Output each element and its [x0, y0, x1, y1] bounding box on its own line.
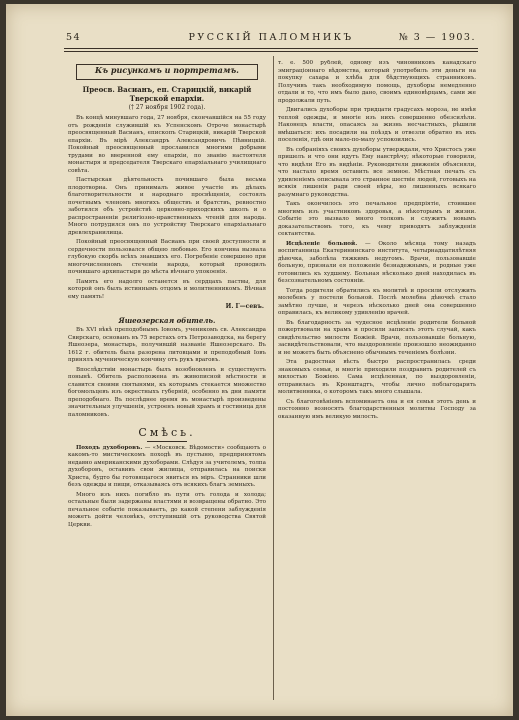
magazine-title: РУССКІЙ ПАЛОМНИКЪ: [188, 32, 354, 43]
paragraph: Въ XVI вѣкѣ преподобнымъ Іовомъ, ученикомъ св. Александра Свирскаго, основанъ въ 75 верстахъ отъ Петрозаводска, на берегу Яшеозера, монастырь, получившій названіе Яшеозерскаго. Въ 1612 г. обитель была разорена литовцами и преподобный Іовъ принялъ мученическую кончину отъ рукъ враговъ.: [68, 327, 266, 363]
paragraph: Въ благодарность за чудесное исцѣленіе родители больной пожертвовали на храмъ и просили записать этотъ случай, какъ свидѣтельство милости Божіей. Врачи, пользовавшіе больную, засвидѣтельствовали, что выздоровленіе произошло неожиданно и не можетъ быть объяснено обычнымъ теченіемъ болѣзни.: [278, 319, 476, 356]
header-rule: [64, 48, 478, 49]
paragraph: т. е. 500 рублей, одному изъ чиновниковъ канадскаго эмиграціоннаго вѣдомства, который употребилъ эти деньги на покупку сахара и хлѣба для бѣдствующихъ странниковъ. Получивъ такъ необходимую помощь, духоборы немедленно отдали и то, что имъ было дано, своимъ единовѣрцамъ, сами же продолжали путь.: [278, 60, 476, 104]
page-number: 54: [66, 32, 82, 43]
article-date: († 27 ноября 1902 года).: [128, 103, 206, 111]
running-header: [66, 32, 476, 46]
paragraph: Эта радостная вѣсть быстро распространилась среди знакомыхъ семьи, и многіе приходили поздравить родителей съ милостью Божіею. Сама исцѣленная, по выздоровленіи, отправилась въ Кронштадтъ, чтобы лично поблагодарить молитвенника, о которомъ такъ много слышала.: [278, 359, 476, 395]
header-rule-thin: [64, 51, 478, 52]
paragraph: Память его надолго останется въ сердцахъ паствы, для которой онъ былъ истиннымъ отцомъ и молитвенникомъ. Вѣчная ему память!: [68, 278, 266, 300]
section-heading-miscellany: Смѣсь.: [138, 426, 196, 439]
item-lead: Походъ духоборовъ.: [76, 444, 143, 451]
paragraph: Впослѣдствіи монастырь былъ возобновленъ и существуетъ понынѣ. Обитель расположена въ живописной мѣстности и славится своими святынями, къ которымъ стекается множество богомольцевъ изъ окрестныхъ губерній, особенно въ дни памяти преподобнаго. Въ послѣднее время въ монастырѣ произведены значительныя улучшенія, устроенъ новый храмъ и гостиница для паломниковъ.: [68, 366, 266, 418]
paragraph: Въ концѣ минувшаго года, 27 ноября, скончавшійся на 55 году отъ рожденія служившій къ Успенскомъ Отроче монастырѣ преосвященный Васианъ, епископъ Старицкій, викарій Тверской епархіи. Въ мірѣ Александръ Александровичъ Пѣвницкій. Покойный преосвященный прославился многими добрыми трудами во вверенной ему епархіи, по званію настоятеля монастыря и председателя Тверскаго епархіальнаго училищнаго совѣта.: [68, 115, 266, 174]
paragraph: Двигались духоборы при тридцати градусахъ мороза, не имѣя теплой одежды, и многіе изъ нихъ совершенно обезсилѣли. Наконецъ власти, опасаясь за жизнь несчастныхъ, рѣшили вмѣшаться: ихъ посадили на поѣздъ и отвезли обратно въ ихъ поселенія, гдѣ они мало-по-малу успокоились.: [278, 107, 476, 143]
paragraph: Такъ окончилось это печальное предпріятіе, стоившее многимъ изъ участниковъ здоровья, а нѣкоторымъ и жизни. Событіе это вызвало много толковъ и служитъ новымъ доказательствомъ того, къ чему приводятъ заблужденія сектантства.: [278, 201, 476, 237]
issue-number: № 3 — 1903.: [398, 32, 476, 43]
left-column: [68, 60, 266, 696]
paragraph: Много изъ нихъ погибло въ пути отъ голода и холода; остальные были задержаны властями и возвращены обратно. Это печальное событіе показываетъ, до какой степени заблужденія можетъ дойти человѣкъ, отступившій отъ руководства Святой Церкви.: [68, 491, 266, 528]
section-heading: Къ рисункамъ и портретамъ.: [95, 65, 239, 75]
paragraph: [278, 241, 476, 286]
paragraph: Тогда родители обратились къ молитвѣ и просили отслужить молебенъ у постели больной. Послѣ молебна дѣвочкѣ стало замѣтно лучше, и черезъ нѣсколько дней она совершенно оправилась, къ великому удивленію врачей.: [278, 287, 476, 316]
item-lead: Исцѣленіе больной.: [286, 240, 358, 247]
article-title: Преосв. Васианъ, еп. Старицкій, викарій Тверской епархіи.: [82, 84, 252, 103]
column-divider: [273, 56, 274, 700]
author-signature: И. Г—севъ.: [225, 303, 264, 310]
paragraph: Съ благоговѣніемъ вспоминаетъ она и ея семья этотъ день и постоянно возносятъ благодарственныя молитвы Господу за оказанную имъ великую милость.: [278, 398, 476, 420]
article-title: Яшеозерская обитель.: [118, 315, 216, 325]
divider: [147, 441, 187, 442]
right-column: [278, 60, 476, 696]
paragraph: Въ собраніяхъ своихъ духоборы утверждали, что Христосъ уже пришелъ и что они идутъ Ему навстрѣчу; нѣкоторые говорили, что видѣли Его въ видѣніи. Руководители движенія объясняли, что настало время оставить все земное. Мѣстная печать съ удивленіемъ описывала это странное шествіе людей, готовыхъ на всякія лишенія ради своей вѣры, но лишенныхъ всякаго разумнаго руководства.: [278, 146, 476, 198]
section-heading-box: [76, 64, 258, 80]
paragraph: Пастырская дѣятельность почившаго была весьма плодотворна. Онъ принималъ живое участіе въ дѣлахъ благотворительности и народнаго просвѣщенія, состоялъ почетнымъ членомъ многихъ обществъ и братствъ, ревностно заботился объ устройствѣ церковно-приходскихъ школъ и о распространеніи религіозно-нравственныхъ чтеній для народа. Много потрудился онъ по устройству Тверскаго епархіальнаго древлехранилища.: [68, 177, 266, 236]
item-text: — Около мѣсяца тому назадъ воспитанница Екатерининскаго института, четырнадцатилѣтняя дѣвочка, заболѣла тяжкимъ недугомъ. Врачи, пользовавшіе больную, признали ея положеніе безнадежнымъ, и родные уже готовились къ худшему. Больная нѣсколько дней находилась въ безсознательномъ состояніи.: [278, 240, 476, 284]
paragraph: [68, 445, 266, 490]
paragraph: Покойный преосвященный Васианъ при своей доступности и сердечности пользовался общею любовью. Его кончина вызвала глубокую скорбь всѣхъ знавшихъ его. Погребеніе совершено при многочисленномъ стеченіи народа, который проводилъ почившаго архипастыря до мѣста вѣчнаго упокоенія.: [68, 239, 266, 275]
journal-page: [6, 4, 513, 716]
item-text: — «Московск. Вѣдомости» сообщаютъ о какомъ-то мистическомъ походѣ въ пустыню, предпринятомъ недавно американскими духоборами. Слѣдуя за учителемъ, толпа духоборовъ, оставивъ свои жилища, отправилась на поиски Христа, будто бы готовящагося явиться въ міръ. Странники шли безъ одежды и пищи, отказываясь отъ всякихъ благъ земныхъ.: [68, 444, 266, 488]
